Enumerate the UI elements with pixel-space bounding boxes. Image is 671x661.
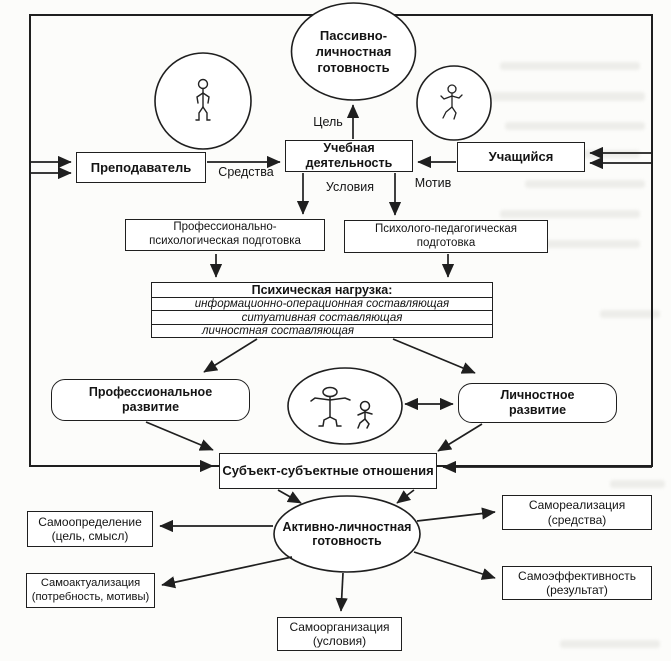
subject-relations-label: Субъект-субъектные отношения: [222, 463, 434, 479]
self-efficacy-line: (результат): [546, 583, 608, 597]
learning-activity-line: Учебная: [323, 141, 375, 156]
self-realization-line: (средства): [547, 512, 607, 527]
self-determination-line: (цель, смысл): [51, 529, 129, 543]
psych-ped-training-line: Психолого-педагогическая: [374, 222, 518, 235]
mental-load-row: ситуативная составляющая: [152, 310, 492, 323]
active-readiness-line: Активно-личностная: [282, 520, 412, 534]
self-efficacy-box: [502, 566, 652, 600]
goal-edge-label: Цель: [313, 115, 343, 129]
interaction-circle: [288, 368, 402, 444]
student-box: [457, 142, 585, 172]
prof-training-line: психологическая подготовка: [149, 235, 301, 247]
teacher-label: Преподаватель: [90, 159, 192, 175]
self-determination-box: [27, 511, 153, 547]
passive-readiness-line: Пассивно-: [319, 27, 388, 43]
passive-readiness-line: готовность: [317, 60, 390, 76]
student-label: Учащийся: [488, 149, 554, 165]
self-efficacy-line: Самоэффективность: [518, 568, 636, 583]
self-determination-line: Самоопределение: [38, 514, 142, 529]
prof-training-line: Профессионально-: [173, 221, 277, 234]
self-actualization-line: (потребность, мотивы): [31, 590, 150, 603]
mental-load-table: [151, 282, 493, 338]
self-organization-line: Самоорганизация: [289, 619, 390, 634]
learning-activity-line: деятельность: [305, 156, 393, 170]
motive-edge-label: Мотив: [414, 176, 452, 190]
self-organization-line: (условия): [312, 634, 367, 648]
self-actualization-box: [26, 573, 155, 608]
psych-ped-training-line: подготовка: [416, 236, 476, 249]
teacher-box: [76, 152, 206, 183]
self-realization-line: Самореализация: [528, 498, 626, 513]
prof-development-line: Профессиональное: [88, 385, 213, 400]
subject-relations-box: [219, 453, 437, 489]
mental-load-row: личностная составляющая: [152, 324, 492, 337]
personal-development-box: [458, 383, 617, 423]
learning-activity-box: [285, 140, 413, 172]
passive-readiness-label: [296, 18, 411, 86]
prof-development-box: [51, 379, 250, 421]
active-readiness-line: готовность: [312, 534, 382, 548]
prof-development-line: развитие: [121, 400, 180, 414]
passive-readiness-line: личностная: [315, 43, 392, 59]
student-circle: [417, 66, 491, 140]
self-organization-box: [277, 617, 402, 651]
active-readiness-label: [277, 519, 417, 549]
personal-development-line: Личностное: [500, 388, 575, 403]
personal-development-line: развитие: [508, 403, 567, 417]
mental-load-row: информационно-операционная составляющая: [152, 297, 492, 310]
self-realization-box: [502, 495, 652, 530]
conditions-edge-label: Условия: [325, 180, 375, 194]
self-actualization-line: Самоактуализация: [40, 577, 141, 590]
psych-ped-training-box: [344, 220, 548, 253]
mental-load-header: Психическая нагрузка:: [251, 283, 393, 298]
prof-training-box: [125, 219, 325, 251]
means-edge-label: Средства: [218, 165, 274, 179]
